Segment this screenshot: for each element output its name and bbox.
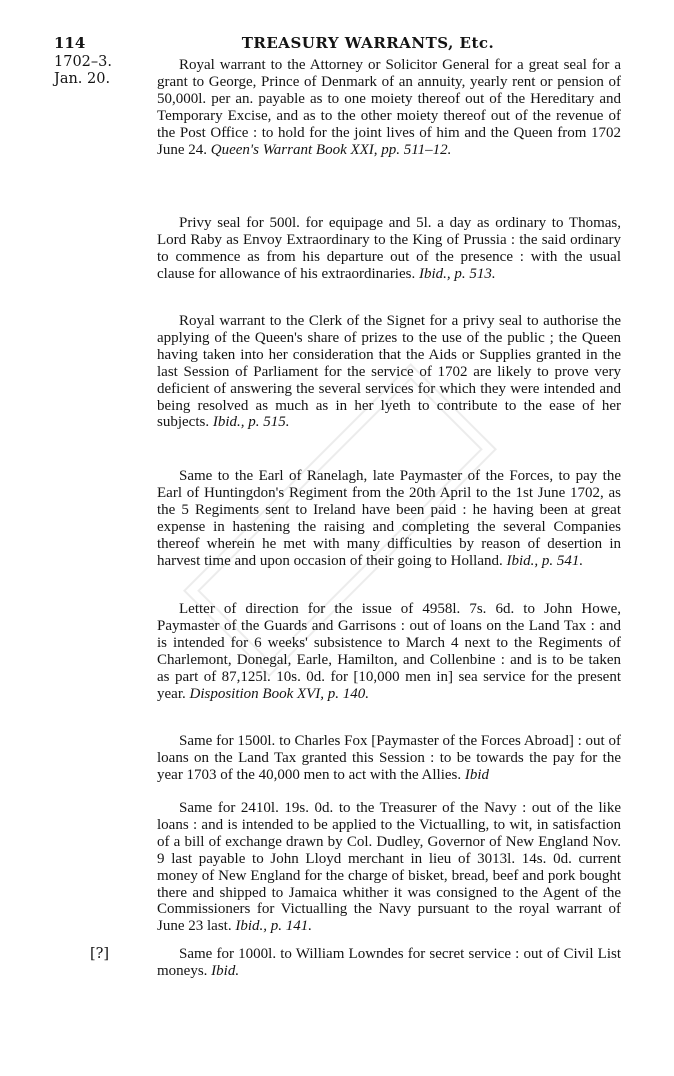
entry-great-seal-prince-denmark xyxy=(157,57,621,158)
page-number: 114 xyxy=(54,34,86,52)
margin-date: Jan. 20. xyxy=(54,71,111,87)
entry-reference: Ibid. xyxy=(211,962,240,979)
entry-treasurer-navy xyxy=(157,800,621,935)
entry-text: Royal warrant to the Clerk of the Signet for a privy seal to authorise the applying of the Queen's share of prizes to the use of the public ; the Queen having taken into her consideration that the Aids or Supplies granted in the last Session of Parliament for the service of 1702 are likely to prove very deficient of answering the several services for which they were intended and being resolved as much as in her lyeth to contribute to the ease of her subjects. xyxy=(157,313,621,431)
entry-queens-share-prizes xyxy=(157,313,621,431)
entry-text: Same to the Earl of Ranelagh, late Paymaster of the Forces, to pay the Earl of Huntingdon's Regiment from the 20th April to the 1st June 1702, as the 5 Regiments sent to Ireland have been paid : he having been at great expense in hastening the raising and completing the several Companies thereof wherein he met with many difficulties by reason of desertion in harvest time and upon occasion of their going to Holland. xyxy=(157,468,621,569)
entry-john-howe xyxy=(157,601,621,702)
entry-reference: Ibid., p. 513. xyxy=(418,265,496,282)
entry-reference: Ibid., p. 141. xyxy=(235,918,312,935)
entry-william-lowndes xyxy=(157,946,621,980)
entry-reference: Queen's Warrant Book XXI, pp. 511–12. xyxy=(210,141,452,158)
entry-text: Privy seal for 500l. for equipage and 5l. a day as ordinary to Thomas, Lord Raby as Envoy Extraordinary to the King of Prussia : the said ordinary to commence as from his departure out of the presence : with the usual clause for allowance of his extraordinaries. xyxy=(157,215,621,282)
margin-year: 1702–3. xyxy=(54,54,112,70)
margin-query-mark: [?] xyxy=(90,946,110,962)
entry-privy-seal-lord-raby xyxy=(157,215,621,283)
entry-text: Same for 1000l. to William Lowndes for secret service : out of Civil List moneys. xyxy=(157,946,621,979)
entry-reference: Ibid., p. 541. xyxy=(506,552,584,569)
entry-charles-fox xyxy=(157,733,621,784)
entry-text: Royal warrant to the Attorney or Solicitor General for a great seal for a grant to George, Prince of Denmark of an annuity, yearly rent or pension of 50,000l. per an. payable as to one moiety thereof out of the Hereditary and Temporary Excise, and as to the other moiety thereof out of the revenue of the Post Office : to hold for the joint lives of him and the Queen from 1702 June 24. xyxy=(157,57,621,158)
entry-reference: Ibid xyxy=(464,766,490,783)
entry-text: Letter of direction for the issue of 4958l. 7s. 6d. to John Howe, Paymaster of the Guards and Garrisons : out of loans on the Land Tax : and is intended for 6 weeks' subsistence to March 4 next to the Regiments of Charlemont, Donegal, Earle, Hamilton, and Collenbine : and is to be taken as part of 87,125l. 10s. 0d. for [10,000 men in] sea service for the present year. xyxy=(157,601,621,702)
entry-text: Same for 1500l. to Charles Fox [Paymaster of the Forces Abroad] : out of loans on the Land Tax granted this Session : to be towards the pay for the year 1703 of the 40,000 men to act with the Allies. xyxy=(157,733,621,783)
entry-text: Same for 2410l. 19s. 0d. to the Treasurer of the Navy : out of the like loans : and is intended to be applied to the Victualling, to wit, in satisfaction of a bill of exchange drawn by Col. Dudley, Governor of New England Nov. 9 last payable to John Lloyd merchant in lieu of 3013l. 14s. 0d. current money of New England for the charge of bisket, bread, beef and pork bought there and shipped to Jamaica whither it was consigned to the Agent of the Commissioners for Victualling the Navy pursuant to the royal warrant of June 23 last. xyxy=(157,800,621,935)
entry-earl-ranelagh xyxy=(157,468,621,569)
entry-reference: Ibid., p. 515. xyxy=(212,414,290,431)
running-title: TREASURY WARRANTS, Etc. xyxy=(241,34,495,52)
entry-reference: Disposition Book XVI, p. 140. xyxy=(189,685,370,702)
